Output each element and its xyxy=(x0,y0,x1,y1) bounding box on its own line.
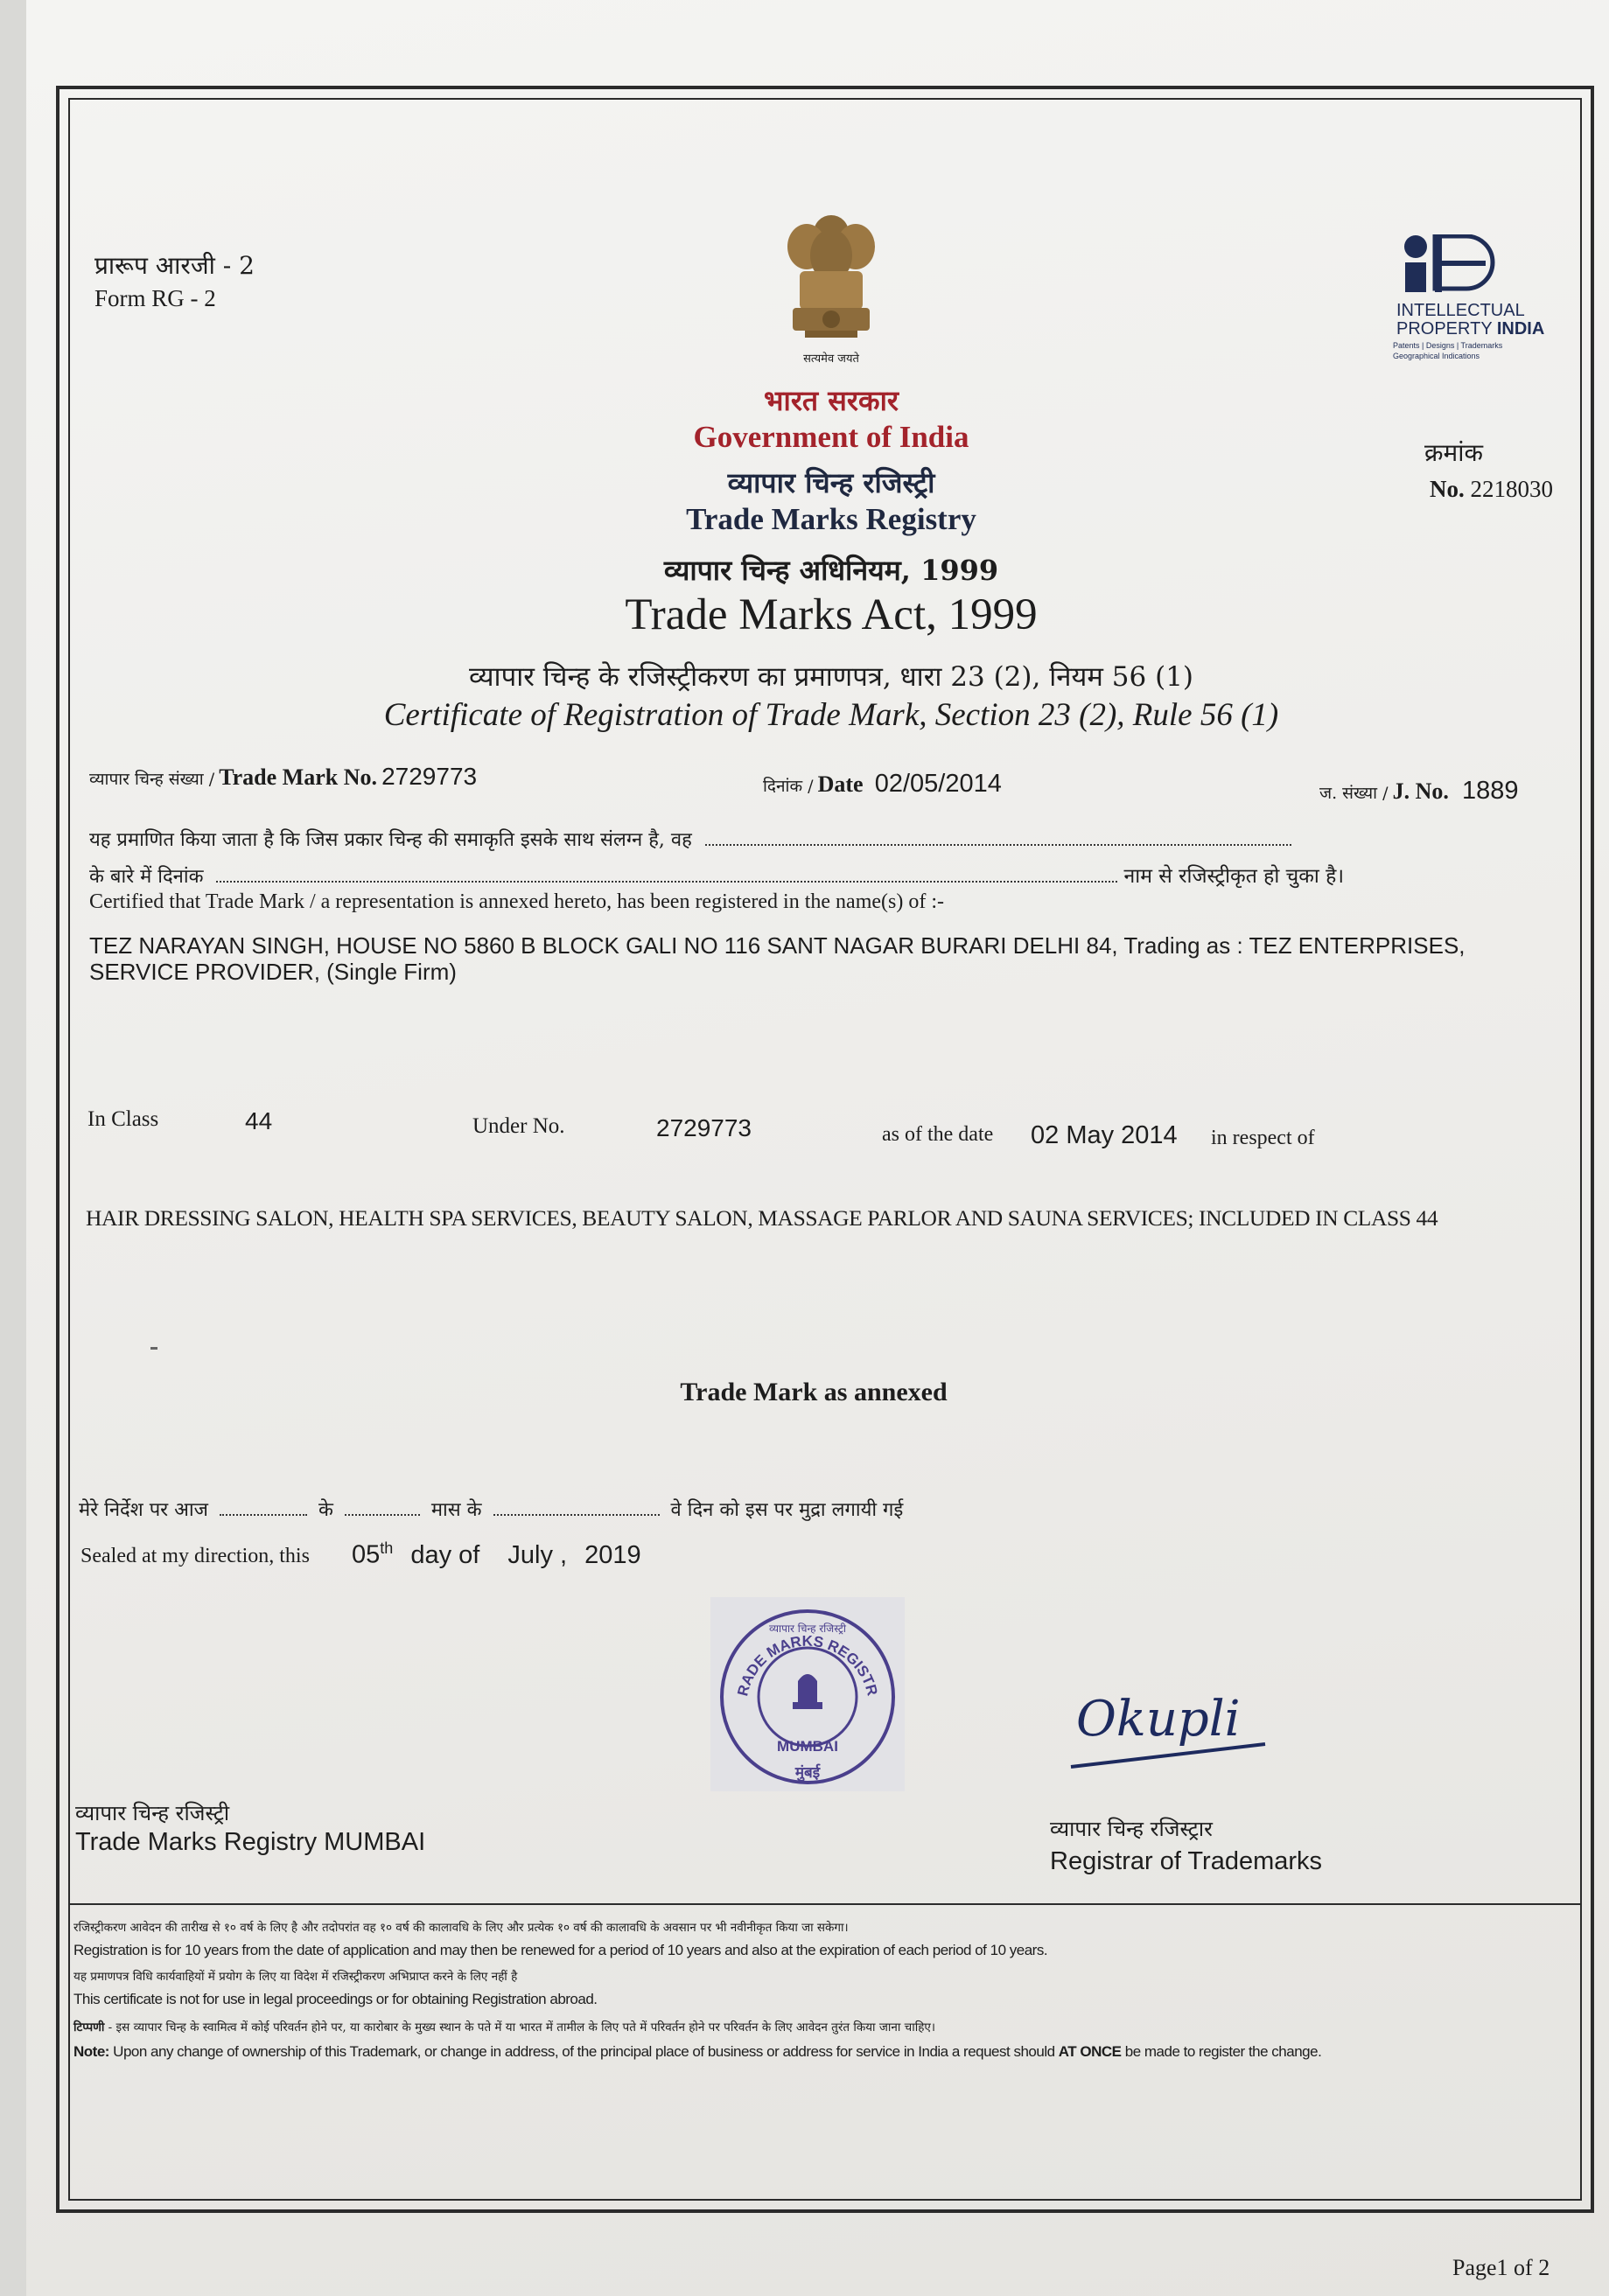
j-number-label-hindi: ज. संख्या / xyxy=(1319,784,1389,803)
serial-number: 2218030 xyxy=(1470,476,1553,502)
as-of-date-label: as of the date xyxy=(882,1123,994,1146)
mark xyxy=(150,1347,157,1350)
registrar-signature xyxy=(1067,1679,1286,1776)
date-value: 02/05/2014 xyxy=(874,770,1002,798)
stamp-city-hindi: मुंबई xyxy=(794,1764,821,1782)
date-label-hindi: दिनांक / xyxy=(763,777,814,796)
under-no-value: 2729773 xyxy=(656,1114,752,1141)
sealed-year: 2019 xyxy=(584,1540,641,1569)
page-number: Page1 of 2 xyxy=(1452,2255,1550,2280)
note3-english-c: be made to register the change. xyxy=(1121,2043,1322,2060)
footer-left-english: Trade Marks Registry MUMBAI xyxy=(75,1828,426,1856)
ip-logo-line2a: PROPERTY xyxy=(1396,319,1493,338)
ip-logo-line4: Geographical Indications xyxy=(1393,352,1480,360)
dotted-blank xyxy=(216,881,1117,883)
note3-label-hindi: टिप्पणी xyxy=(73,2020,105,2034)
owner-line1: TEZ NARAYAN SINGH, HOUSE NO 5860 B BLOCK GALI NO 116 SANT NAGAR BURARI DELHI 84, Trading as : TEZ ENTERPRISES, xyxy=(89,932,1466,959)
form-number-hindi: प्रारूप आरजी - 2 xyxy=(94,251,255,280)
certify-line1-hindi: यह प्रमाणित किया जाता है कि जिस प्रकार चिन्ह की समाकृति इसके साथ संलग्न है, वह xyxy=(89,829,692,851)
sealed-hindi-a: मेरे निर्देश पर आज xyxy=(79,1499,208,1521)
act-title-hindi: व्यापार चिन्ह अधिनियम, 1999 xyxy=(663,554,999,587)
signature-text: Okupli xyxy=(1076,1691,1241,1748)
emblem-motto: सत्यमेव जयते xyxy=(803,352,859,366)
footer-right-english: Registrar of Trademarks xyxy=(1050,1847,1323,1875)
date-label: Date xyxy=(817,771,864,797)
services-description: HAIR DRESSING SALON, HEALTH SPA SERVICES, BEAUTY SALON, MASSAGE PARLOR AND SAUNA SERVICES; INCLUDED IN CLASS 44 xyxy=(86,1205,1438,1231)
act-title-english: Trade Marks Act, 1999 xyxy=(625,590,1038,639)
dotted-blank xyxy=(705,844,1291,846)
divider xyxy=(68,1903,1582,1905)
note1-english: Registration is for 10 years from the date of application and may then be renewed for a period of 10 years and also at the expiration of each period of 10 years. xyxy=(73,1942,1048,1958)
dotted-blank xyxy=(220,1514,307,1516)
certify-line2-end-hindi: नाम से रजिस्ट्रीकृत हो चुका है। xyxy=(1123,865,1345,888)
serial-label-hindi: क्रमांक xyxy=(1424,438,1484,467)
sealed-hindi-b: के xyxy=(318,1499,333,1521)
stamp-middle-text: RADE MARKS REGISTR xyxy=(734,1632,881,1699)
note3-hindi: - इस व्यापार चिन्ह के स्वामित्व में कोई परिवर्तन होने पर, या कारोबार के मुख्य स्थान के पते में या भारत में तामील के लिए पते में परिवर्तन होने पर परिवर्तन के लिए आवेदन तुरंत किया जाना चाहिए। xyxy=(104,2020,935,2034)
registry-title-english: Trade Marks Registry xyxy=(686,502,976,536)
tm-number-label: Trade Mark No. xyxy=(219,764,377,790)
in-respect-of-label: in respect of xyxy=(1211,1127,1315,1149)
tm-number-value: 2729773 xyxy=(381,763,478,790)
ip-logo-line3: Patents | Designs | Trademarks xyxy=(1393,341,1503,350)
trade-mark-annexed: Trade Mark as annexed xyxy=(680,1378,948,1406)
class-value: 44 xyxy=(245,1107,273,1134)
sealed-hindi-c: मास के xyxy=(430,1499,482,1521)
note3-english-a: Upon any change of ownership of this Trademark, or change in address, of the principal place of business or address for service in India a request should xyxy=(108,2043,1059,2060)
note2-english: This certificate is not for use in legal proceedings or for obtaining Registration abroad. xyxy=(73,1991,598,2007)
sealed-day-suffix: th xyxy=(380,1539,394,1557)
cert-title-english: Certificate of Registration of Trade Mark, Section 23 (2), Rule 56 (1) xyxy=(383,697,1279,733)
owner-line2: SERVICE PROVIDER, (Single Firm) xyxy=(89,959,457,985)
ip-india-logo-icon xyxy=(1398,234,1503,296)
note2-hindi: यह प्रमाणपत्र विधि कार्यवाहियों में प्रयोग के लिए या विदेश में रजिस्ट्रीकरण अभिप्राप्त करने के लिए नहीं है xyxy=(73,1970,518,1984)
sealed-english-label: Sealed at my direction, this xyxy=(80,1545,310,1567)
sealed-hindi-d: वे दिन को इस पर मुद्रा लगायी गई xyxy=(670,1499,904,1521)
cert-title-hindi: व्यापार चिन्ह के रजिस्ट्रीकरण का प्रमाणपत्र, धारा 23 (2), नियम 56 (1) xyxy=(468,661,1194,693)
sealed-month: July , xyxy=(507,1540,568,1569)
national-emblem-icon xyxy=(779,210,884,359)
certify-line2-hindi: के बारे में दिनांक xyxy=(89,866,204,888)
footer-right-hindi: व्यापार चिन्ह रजिस्ट्रार xyxy=(1050,1817,1213,1841)
registry-seal-stamp xyxy=(710,1597,905,1791)
stamp-city-english: MUMBAI xyxy=(777,1738,838,1755)
under-no-label: Under No. xyxy=(472,1114,565,1138)
sealed-day: 05 xyxy=(352,1540,381,1569)
ip-logo-line1: INTELLECTUAL xyxy=(1396,301,1525,320)
dotted-blank xyxy=(493,1514,660,1516)
tm-number-label-hindi: व्यापार चिन्ह संख्या / xyxy=(89,770,215,789)
dotted-blank xyxy=(345,1514,420,1516)
certified-statement: Certified that Trade Mark / a representation is annexed hereto, has been registered in the name(s) of :- xyxy=(89,890,944,913)
ip-logo-line2b: INDIA xyxy=(1496,319,1545,338)
stamp-top-text: व्यापार चिन्ह रजिस्ट्री xyxy=(768,1623,847,1635)
gov-title-hindi: भारत सरकार xyxy=(764,384,899,417)
form-number-english: Form RG - 2 xyxy=(94,285,216,311)
j-number-value: 1889 xyxy=(1462,777,1519,805)
note3-label-english: Note: xyxy=(73,2043,109,2060)
serial-label: No. xyxy=(1430,476,1465,502)
sealed-day-of: day of xyxy=(410,1540,480,1569)
note3-english-b: AT ONCE xyxy=(1058,2043,1122,2060)
note1-hindi: रजिस्ट्रीकरण आवेदन की तारीख से १० वर्ष के लिए है और तदोपरांत वह १० वर्ष की कालावधि के लिए और प्रत्येक १० वर्ष की कालावधि के अवसान पर भी नवीनीकृत किया जा सकेगा। xyxy=(73,1921,849,1935)
in-class-label: In Class xyxy=(87,1107,159,1131)
footer-left-hindi: व्यापार चिन्ह रजिस्ट्री xyxy=(75,1801,230,1825)
as-of-date-value: 02 May 2014 xyxy=(1031,1121,1178,1149)
j-number-label: J. No. xyxy=(1392,778,1449,804)
registry-title-hindi: व्यापार चिन्ह रजिस्ट्री xyxy=(727,466,935,499)
gov-title-english: Government of India xyxy=(693,420,969,454)
